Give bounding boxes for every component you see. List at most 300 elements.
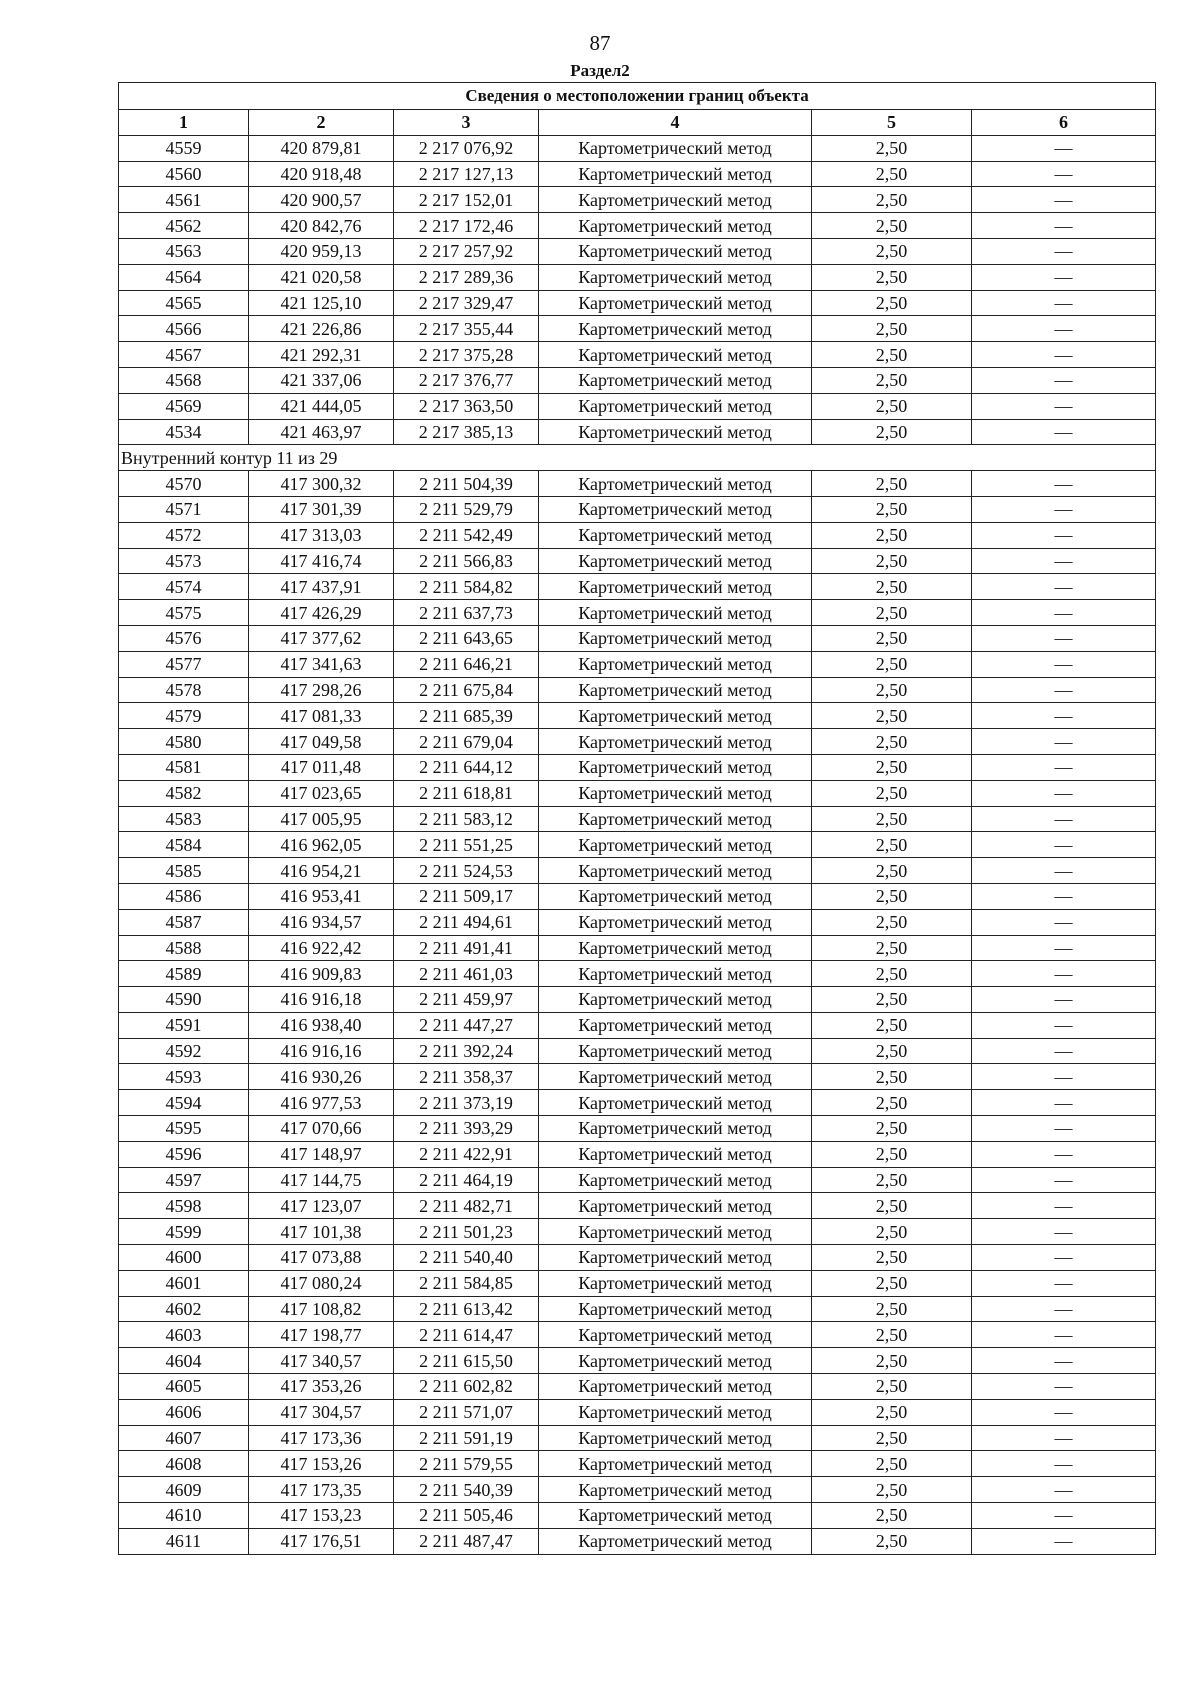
method-cell: Картометрический метод — [539, 290, 812, 316]
accuracy-cell: 2,50 — [812, 729, 972, 755]
x-coordinate-cell: 417 023,65 — [249, 780, 394, 806]
x-coordinate-cell: 416 916,16 — [249, 1038, 394, 1064]
y-coordinate-cell: 2 211 637,73 — [394, 600, 539, 626]
point-number-cell: 4563 — [119, 238, 249, 264]
x-coordinate-cell: 417 005,95 — [249, 806, 394, 832]
accuracy-cell: 2,50 — [812, 213, 972, 239]
method-cell: Картометрический метод — [539, 1322, 812, 1348]
y-coordinate-cell: 2 211 482,71 — [394, 1193, 539, 1219]
point-number-cell: 4603 — [119, 1322, 249, 1348]
description-cell: — — [972, 367, 1156, 393]
x-coordinate-cell: 417 144,75 — [249, 1167, 394, 1193]
method-cell: Картометрический метод — [539, 1425, 812, 1451]
table-body — [119, 135, 1156, 1554]
y-coordinate-cell: 2 217 172,46 — [394, 213, 539, 239]
description-cell: — — [972, 754, 1156, 780]
boundary-coordinates-table — [118, 82, 1156, 1555]
point-number-cell: 4595 — [119, 1116, 249, 1142]
description-cell: — — [972, 651, 1156, 677]
description-cell: — — [972, 832, 1156, 858]
accuracy-cell: 2,50 — [812, 1012, 972, 1038]
y-coordinate-cell: 2 211 675,84 — [394, 677, 539, 703]
point-number-cell: 4591 — [119, 1012, 249, 1038]
method-cell: Картометрический метод — [539, 367, 812, 393]
y-coordinate-cell: 2 211 583,12 — [394, 806, 539, 832]
table-row — [119, 780, 1156, 806]
table-row — [119, 909, 1156, 935]
method-cell: Картометрический метод — [539, 419, 812, 445]
accuracy-cell: 2,50 — [812, 935, 972, 961]
table-header — [119, 83, 1156, 136]
x-coordinate-cell: 417 153,23 — [249, 1503, 394, 1529]
x-coordinate-cell: 416 909,83 — [249, 961, 394, 987]
description-cell: — — [972, 548, 1156, 574]
accuracy-cell: 2,50 — [812, 1270, 972, 1296]
description-cell: — — [972, 187, 1156, 213]
y-coordinate-cell: 2 211 461,03 — [394, 961, 539, 987]
accuracy-cell: 2,50 — [812, 574, 972, 600]
x-coordinate-cell: 421 226,86 — [249, 316, 394, 342]
point-number-cell: 4570 — [119, 471, 249, 497]
x-coordinate-cell: 417 426,29 — [249, 600, 394, 626]
accuracy-cell: 2,50 — [812, 496, 972, 522]
accuracy-cell: 2,50 — [812, 1245, 972, 1271]
accuracy-cell: 2,50 — [812, 1141, 972, 1167]
point-number-cell: 4594 — [119, 1090, 249, 1116]
y-coordinate-cell: 2 217 385,13 — [394, 419, 539, 445]
accuracy-cell: 2,50 — [812, 238, 972, 264]
y-coordinate-cell: 2 217 289,36 — [394, 264, 539, 290]
method-cell: Картометрический метод — [539, 316, 812, 342]
point-number-cell: 4586 — [119, 883, 249, 909]
method-cell: Картометрический метод — [539, 187, 812, 213]
description-cell: — — [972, 161, 1156, 187]
description-cell: — — [972, 1270, 1156, 1296]
x-coordinate-cell: 420 879,81 — [249, 135, 394, 161]
table-row — [119, 213, 1156, 239]
column-header: 6 — [972, 110, 1156, 136]
table-row — [119, 1503, 1156, 1529]
description-cell: — — [972, 1141, 1156, 1167]
x-coordinate-cell: 421 463,97 — [249, 419, 394, 445]
point-number-cell: 4593 — [119, 1064, 249, 1090]
x-coordinate-cell: 417 123,07 — [249, 1193, 394, 1219]
table-row — [119, 935, 1156, 961]
y-coordinate-cell: 2 211 447,27 — [394, 1012, 539, 1038]
point-number-cell: 4578 — [119, 677, 249, 703]
accuracy-cell: 2,50 — [812, 393, 972, 419]
point-number-cell: 4589 — [119, 961, 249, 987]
point-number-cell: 4566 — [119, 316, 249, 342]
accuracy-cell: 2,50 — [812, 471, 972, 497]
y-coordinate-cell: 2 211 584,85 — [394, 1270, 539, 1296]
point-number-cell: 4579 — [119, 703, 249, 729]
method-cell: Картометрический метод — [539, 264, 812, 290]
table-row — [119, 1141, 1156, 1167]
point-number-cell: 4572 — [119, 522, 249, 548]
table-row — [119, 1348, 1156, 1374]
description-cell: — — [972, 135, 1156, 161]
x-coordinate-cell: 416 977,53 — [249, 1090, 394, 1116]
accuracy-cell: 2,50 — [812, 780, 972, 806]
accuracy-cell: 2,50 — [812, 754, 972, 780]
table-row — [119, 1399, 1156, 1425]
description-cell: — — [972, 1167, 1156, 1193]
description-cell: — — [972, 213, 1156, 239]
x-coordinate-cell: 421 020,58 — [249, 264, 394, 290]
table-row — [119, 625, 1156, 651]
method-cell: Картометрический метод — [539, 342, 812, 368]
description-cell: — — [972, 496, 1156, 522]
accuracy-cell: 2,50 — [812, 909, 972, 935]
point-number-cell: 4565 — [119, 290, 249, 316]
description-cell: — — [972, 1064, 1156, 1090]
y-coordinate-cell: 2 217 127,13 — [394, 161, 539, 187]
method-cell: Картометрический метод — [539, 1503, 812, 1529]
accuracy-cell: 2,50 — [812, 135, 972, 161]
method-cell: Картометрический метод — [539, 1012, 812, 1038]
accuracy-cell: 2,50 — [812, 1296, 972, 1322]
method-cell: Картометрический метод — [539, 1038, 812, 1064]
x-coordinate-cell: 417 049,58 — [249, 729, 394, 755]
method-cell: Картометрический метод — [539, 1141, 812, 1167]
description-cell: — — [972, 574, 1156, 600]
x-coordinate-cell: 417 070,66 — [249, 1116, 394, 1142]
y-coordinate-cell: 2 211 529,79 — [394, 496, 539, 522]
method-cell: Картометрический метод — [539, 600, 812, 626]
accuracy-cell: 2,50 — [812, 651, 972, 677]
description-cell: — — [972, 1374, 1156, 1400]
point-number-cell: 4560 — [119, 161, 249, 187]
method-cell: Картометрический метод — [539, 1245, 812, 1271]
table-row — [119, 729, 1156, 755]
point-number-cell: 4577 — [119, 651, 249, 677]
point-number-cell: 4576 — [119, 625, 249, 651]
table-row — [119, 1219, 1156, 1245]
accuracy-cell: 2,50 — [812, 1322, 972, 1348]
accuracy-cell: 2,50 — [812, 1451, 972, 1477]
table-row — [119, 1322, 1156, 1348]
x-coordinate-cell: 417 300,32 — [249, 471, 394, 497]
table-row — [119, 651, 1156, 677]
point-number-cell: 4600 — [119, 1245, 249, 1271]
x-coordinate-cell: 417 353,26 — [249, 1374, 394, 1400]
table-row — [119, 1193, 1156, 1219]
method-cell: Картометрический метод — [539, 1477, 812, 1503]
point-number-cell: 4561 — [119, 187, 249, 213]
method-cell: Картометрический метод — [539, 393, 812, 419]
table-row — [119, 238, 1156, 264]
accuracy-cell: 2,50 — [812, 290, 972, 316]
x-coordinate-cell: 416 962,05 — [249, 832, 394, 858]
point-number-cell: 4534 — [119, 419, 249, 445]
x-coordinate-cell: 417 011,48 — [249, 754, 394, 780]
y-coordinate-cell: 2 217 376,77 — [394, 367, 539, 393]
description-cell: — — [972, 1038, 1156, 1064]
description-cell: — — [972, 883, 1156, 909]
point-number-cell: 4567 — [119, 342, 249, 368]
accuracy-cell: 2,50 — [812, 1348, 972, 1374]
x-coordinate-cell: 417 437,91 — [249, 574, 394, 600]
column-header: 1 — [119, 110, 249, 136]
point-number-cell: 4608 — [119, 1451, 249, 1477]
y-coordinate-cell: 2 217 363,50 — [394, 393, 539, 419]
y-coordinate-cell: 2 211 358,37 — [394, 1064, 539, 1090]
table-row — [119, 342, 1156, 368]
x-coordinate-cell: 420 959,13 — [249, 238, 394, 264]
method-cell: Картометрический метод — [539, 522, 812, 548]
method-cell: Картометрический метод — [539, 1296, 812, 1322]
accuracy-cell: 2,50 — [812, 1425, 972, 1451]
method-cell: Картометрический метод — [539, 1374, 812, 1400]
accuracy-cell: 2,50 — [812, 1374, 972, 1400]
accuracy-cell: 2,50 — [812, 367, 972, 393]
accuracy-cell: 2,50 — [812, 522, 972, 548]
table-row — [119, 1477, 1156, 1503]
table-row — [119, 574, 1156, 600]
method-cell: Картометрический метод — [539, 909, 812, 935]
column-header: 5 — [812, 110, 972, 136]
description-cell: — — [972, 1348, 1156, 1374]
table-row — [119, 496, 1156, 522]
y-coordinate-cell: 2 211 540,39 — [394, 1477, 539, 1503]
accuracy-cell: 2,50 — [812, 264, 972, 290]
x-coordinate-cell: 416 953,41 — [249, 883, 394, 909]
description-cell: — — [972, 1012, 1156, 1038]
x-coordinate-cell: 417 198,77 — [249, 1322, 394, 1348]
accuracy-cell: 2,50 — [812, 161, 972, 187]
method-cell: Картометрический метод — [539, 677, 812, 703]
y-coordinate-cell: 2 211 551,25 — [394, 832, 539, 858]
description-cell: — — [972, 290, 1156, 316]
method-cell: Картометрический метод — [539, 651, 812, 677]
table-row — [119, 471, 1156, 497]
page-number: 87 — [589, 31, 611, 55]
table-row — [119, 1296, 1156, 1322]
y-coordinate-cell: 2 211 487,47 — [394, 1528, 539, 1554]
description-cell: — — [972, 625, 1156, 651]
y-coordinate-cell: 2 211 618,81 — [394, 780, 539, 806]
method-cell: Картометрический метод — [539, 471, 812, 497]
table-row — [119, 1451, 1156, 1477]
method-cell: Картометрический метод — [539, 1193, 812, 1219]
description-cell: — — [972, 1296, 1156, 1322]
x-coordinate-cell: 417 304,57 — [249, 1399, 394, 1425]
y-coordinate-cell: 2 211 602,82 — [394, 1374, 539, 1400]
y-coordinate-cell: 2 211 679,04 — [394, 729, 539, 755]
accuracy-cell: 2,50 — [812, 987, 972, 1013]
table-caption-row — [119, 83, 1156, 110]
x-coordinate-cell: 416 916,18 — [249, 987, 394, 1013]
description-cell: — — [972, 419, 1156, 445]
description-cell: — — [972, 961, 1156, 987]
method-cell: Картометрический метод — [539, 935, 812, 961]
x-coordinate-cell: 417 377,62 — [249, 625, 394, 651]
y-coordinate-cell: 2 217 355,44 — [394, 316, 539, 342]
x-coordinate-cell: 417 073,88 — [249, 1245, 394, 1271]
x-coordinate-cell: 421 292,31 — [249, 342, 394, 368]
method-cell: Картометрический метод — [539, 1528, 812, 1554]
table-row — [119, 161, 1156, 187]
table-caption: Сведения о местоположении границ объекта — [119, 83, 1156, 110]
point-number-cell: 4599 — [119, 1219, 249, 1245]
accuracy-cell: 2,50 — [812, 1399, 972, 1425]
y-coordinate-cell: 2 211 613,42 — [394, 1296, 539, 1322]
y-coordinate-cell: 2 211 584,82 — [394, 574, 539, 600]
y-coordinate-cell: 2 211 644,12 — [394, 754, 539, 780]
point-number-cell: 4610 — [119, 1503, 249, 1529]
x-coordinate-cell: 416 938,40 — [249, 1012, 394, 1038]
table-row — [119, 832, 1156, 858]
x-coordinate-cell: 417 081,33 — [249, 703, 394, 729]
point-number-cell: 4585 — [119, 858, 249, 884]
x-coordinate-cell: 421 125,10 — [249, 290, 394, 316]
y-coordinate-cell: 2 211 501,23 — [394, 1219, 539, 1245]
x-coordinate-cell: 417 101,38 — [249, 1219, 394, 1245]
y-coordinate-cell: 2 211 504,39 — [394, 471, 539, 497]
method-cell: Картометрический метод — [539, 1167, 812, 1193]
description-cell: — — [972, 1528, 1156, 1554]
point-number-cell: 4606 — [119, 1399, 249, 1425]
point-number-cell: 4573 — [119, 548, 249, 574]
y-coordinate-cell: 2 211 459,97 — [394, 987, 539, 1013]
point-number-cell: 4609 — [119, 1477, 249, 1503]
point-number-cell: 4597 — [119, 1167, 249, 1193]
y-coordinate-cell: 2 211 566,83 — [394, 548, 539, 574]
description-cell: — — [972, 393, 1156, 419]
y-coordinate-cell: 2 211 615,50 — [394, 1348, 539, 1374]
x-coordinate-cell: 417 080,24 — [249, 1270, 394, 1296]
description-cell: — — [972, 677, 1156, 703]
column-header: 3 — [394, 110, 539, 136]
point-number-cell: 4582 — [119, 780, 249, 806]
contour-label: Внутренний контур 11 из 29 — [119, 445, 1156, 471]
table-row — [119, 1425, 1156, 1451]
description-cell: — — [972, 987, 1156, 1013]
accuracy-cell: 2,50 — [812, 419, 972, 445]
method-cell: Картометрический метод — [539, 703, 812, 729]
table-row — [119, 1270, 1156, 1296]
table-row — [119, 677, 1156, 703]
method-cell: Картометрический метод — [539, 961, 812, 987]
description-cell: — — [972, 1503, 1156, 1529]
table-row — [119, 806, 1156, 832]
point-number-cell: 4569 — [119, 393, 249, 419]
table-row — [119, 858, 1156, 884]
accuracy-cell: 2,50 — [812, 1219, 972, 1245]
table-row — [119, 1528, 1156, 1554]
method-cell: Картометрический метод — [539, 1219, 812, 1245]
y-coordinate-cell: 2 211 524,53 — [394, 858, 539, 884]
method-cell: Картометрический метод — [539, 987, 812, 1013]
table-row — [119, 316, 1156, 342]
point-number-cell: 4581 — [119, 754, 249, 780]
method-cell: Картометрический метод — [539, 238, 812, 264]
accuracy-cell: 2,50 — [812, 1090, 972, 1116]
accuracy-cell: 2,50 — [812, 703, 972, 729]
y-coordinate-cell: 2 211 591,19 — [394, 1425, 539, 1451]
table-row — [119, 264, 1156, 290]
accuracy-cell: 2,50 — [812, 1477, 972, 1503]
x-coordinate-cell: 416 934,57 — [249, 909, 394, 935]
accuracy-cell: 2,50 — [812, 1064, 972, 1090]
y-coordinate-cell: 2 211 422,91 — [394, 1141, 539, 1167]
description-cell: — — [972, 1245, 1156, 1271]
point-number-cell: 4587 — [119, 909, 249, 935]
method-cell: Картометрический метод — [539, 1116, 812, 1142]
x-coordinate-cell: 417 173,35 — [249, 1477, 394, 1503]
point-number-cell: 4592 — [119, 1038, 249, 1064]
x-coordinate-cell: 417 340,57 — [249, 1348, 394, 1374]
accuracy-cell: 2,50 — [812, 548, 972, 574]
x-coordinate-cell: 420 842,76 — [249, 213, 394, 239]
y-coordinate-cell: 2 211 571,07 — [394, 1399, 539, 1425]
method-cell: Картометрический метод — [539, 806, 812, 832]
x-coordinate-cell: 417 298,26 — [249, 677, 394, 703]
accuracy-cell: 2,50 — [812, 883, 972, 909]
y-coordinate-cell: 2 217 152,01 — [394, 187, 539, 213]
table-row — [119, 987, 1156, 1013]
point-number-cell: 4604 — [119, 1348, 249, 1374]
description-cell: — — [972, 1219, 1156, 1245]
table-row — [119, 754, 1156, 780]
method-cell: Картометрический метод — [539, 883, 812, 909]
table-row — [119, 393, 1156, 419]
description-cell: — — [972, 780, 1156, 806]
table-row — [119, 135, 1156, 161]
method-cell: Картометрический метод — [539, 780, 812, 806]
accuracy-cell: 2,50 — [812, 677, 972, 703]
x-coordinate-cell: 421 444,05 — [249, 393, 394, 419]
accuracy-cell: 2,50 — [812, 1116, 972, 1142]
y-coordinate-cell: 2 211 491,41 — [394, 935, 539, 961]
description-cell: — — [972, 471, 1156, 497]
point-number-cell: 4601 — [119, 1270, 249, 1296]
point-number-cell: 4588 — [119, 935, 249, 961]
point-number-cell: 4568 — [119, 367, 249, 393]
method-cell: Картометрический метод — [539, 1348, 812, 1374]
table-row — [119, 187, 1156, 213]
table-row — [119, 290, 1156, 316]
description-cell: — — [972, 1090, 1156, 1116]
y-coordinate-cell: 2 211 393,29 — [394, 1116, 539, 1142]
accuracy-cell: 2,50 — [812, 1167, 972, 1193]
x-coordinate-cell: 417 153,26 — [249, 1451, 394, 1477]
y-coordinate-cell: 2 211 494,61 — [394, 909, 539, 935]
accuracy-cell: 2,50 — [812, 1503, 972, 1529]
accuracy-cell: 2,50 — [812, 625, 972, 651]
y-coordinate-cell: 2 211 509,17 — [394, 883, 539, 909]
y-coordinate-cell: 2 211 646,21 — [394, 651, 539, 677]
method-cell: Картометрический метод — [539, 161, 812, 187]
y-coordinate-cell: 2 211 542,49 — [394, 522, 539, 548]
y-coordinate-cell: 2 217 257,92 — [394, 238, 539, 264]
accuracy-cell: 2,50 — [812, 858, 972, 884]
y-coordinate-cell: 2 211 685,39 — [394, 703, 539, 729]
description-cell: — — [972, 1193, 1156, 1219]
y-coordinate-cell: 2 211 464,19 — [394, 1167, 539, 1193]
method-cell: Картометрический метод — [539, 213, 812, 239]
method-cell: Картометрический метод — [539, 832, 812, 858]
point-number-cell: 4575 — [119, 600, 249, 626]
x-coordinate-cell: 417 148,97 — [249, 1141, 394, 1167]
point-number-cell: 4590 — [119, 987, 249, 1013]
description-cell: — — [972, 858, 1156, 884]
y-coordinate-cell: 2 211 392,24 — [394, 1038, 539, 1064]
description-cell: — — [972, 703, 1156, 729]
y-coordinate-cell: 2 217 076,92 — [394, 135, 539, 161]
x-coordinate-cell: 421 337,06 — [249, 367, 394, 393]
